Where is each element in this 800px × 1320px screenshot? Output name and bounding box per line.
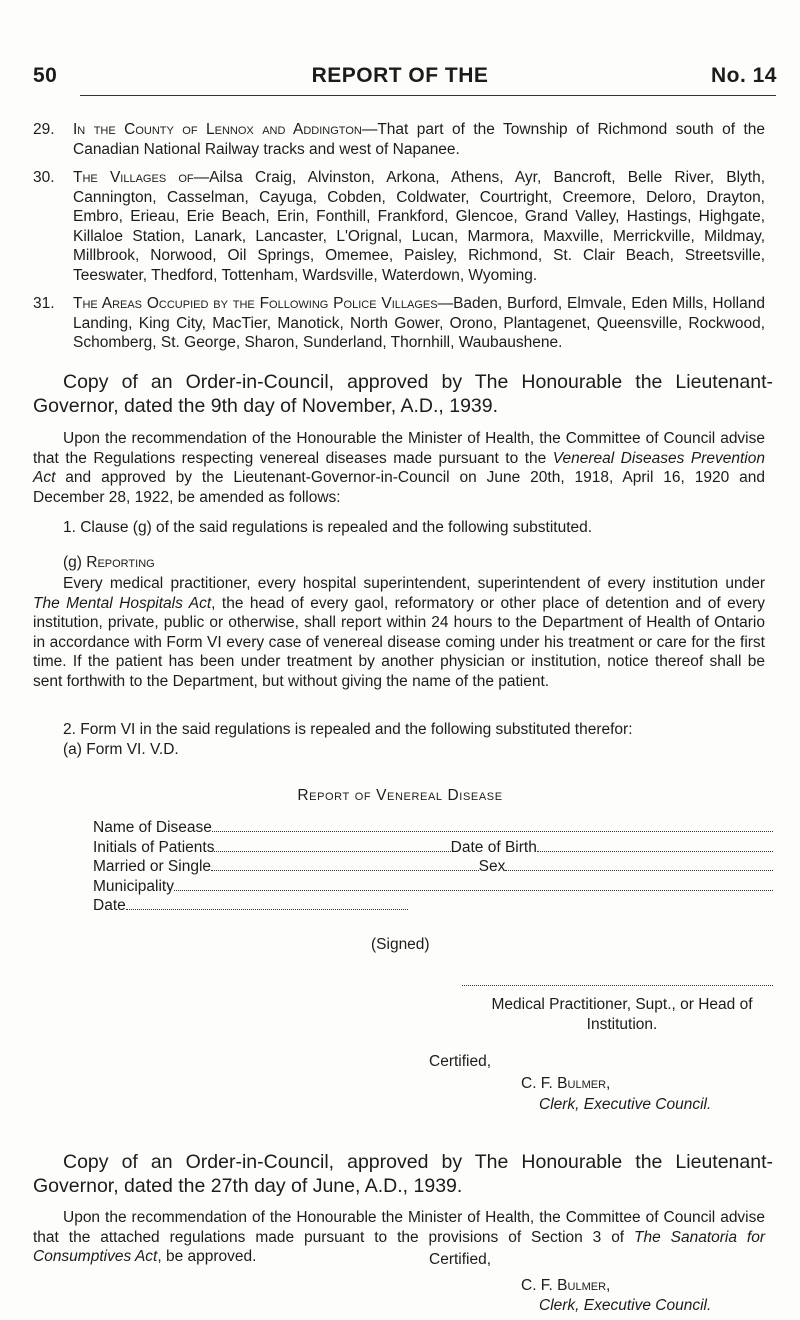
clause-g-heading xyxy=(63,553,763,573)
form-row-initials xyxy=(93,838,773,858)
signer-name-2: C. F. Bulmer, xyxy=(521,1277,611,1294)
field-label: Married or Single xyxy=(93,858,212,875)
form-row-married xyxy=(93,857,773,877)
clause-2a: (a) Form VI. V.D. xyxy=(63,741,179,758)
fill-line xyxy=(211,870,479,871)
item-text: —Baden, Burford, Elmvale, Eden Mills, Holland Landing, King City, MacTier, Manotick, North Gower, Orono, Plantagenet, Queensville, Rockwood, Schomberg, St. George, Sharon, Sunderland, Thornhill, Waubaushene. xyxy=(73,295,765,351)
signer-name: C. F. Bulmer, xyxy=(521,1075,611,1092)
fill-line xyxy=(214,851,450,852)
order2-text-end: , be approved. xyxy=(157,1248,257,1265)
form-row-disease xyxy=(93,818,773,838)
header-rule xyxy=(80,95,776,96)
item-number: 29. xyxy=(33,121,55,138)
intro-text-end: and approved by the Lieutenant-Governor-in-Council on June 20th, 1918, April 16, 1920 and December 28, 1922, be amended as follows: xyxy=(33,469,765,506)
list-item-31 xyxy=(33,294,765,353)
clause-g-title: Reporting xyxy=(86,554,155,571)
clause-g-label: (g) xyxy=(63,554,87,571)
field-label: Date of Birth xyxy=(450,838,537,856)
clause-2: 2. Form VI in the said regulations is repealed and the following substituted therefor: xyxy=(63,721,633,738)
report-number: No. 14 xyxy=(710,64,777,87)
clause-g-body xyxy=(33,574,765,691)
form-title: Report of Venereal Disease xyxy=(297,787,503,804)
item-number: 31. xyxy=(33,295,55,312)
intro-text: Upon the recommendation of the Honourable the Minister of Health, the Committee of Council advise that the Regulations respecting venereal diseases made pursuant to the xyxy=(33,430,765,467)
fill-line xyxy=(174,890,773,891)
act-title: The Mental Hospitals Act xyxy=(33,594,212,612)
field-label: Name of Disease xyxy=(93,819,212,836)
practitioner-title: Medical Practitioner, Supt., or Head of Institution. xyxy=(491,996,753,1033)
fill-line xyxy=(505,870,773,871)
list-item-30 xyxy=(33,168,765,285)
fill-line xyxy=(126,909,408,910)
item-lead: The Areas Occupied by the Following Police Villages xyxy=(73,295,438,312)
certified-label: Certified, xyxy=(429,1053,492,1070)
page-number: 50 xyxy=(33,64,58,87)
order-heading-2: Copy of an Order-in-Council, approved by The Honourable the Lieutenant-Governor, dated the 27th day of June, A.D., 1939. xyxy=(33,1151,773,1197)
signer-title: Clerk, Executive Council. xyxy=(539,1096,712,1113)
item-text: —That part of the Township of Richmond south of the Canadian National Railway tracks and west of Napanee. xyxy=(73,121,765,158)
field-label: Sex xyxy=(478,858,506,875)
order2-text-start: Upon the recommendation of the Honourable the Minister of Health, the Committee of Council advise that the attached regulations made pursuant to the provisions of Section 3 of xyxy=(33,1209,765,1246)
list-item-29 xyxy=(33,120,765,159)
field-label: Initials of Patients xyxy=(93,838,215,856)
item-number: 30. xyxy=(33,169,55,186)
clause-g-text-end: , the head of every gaol, reformatory or other place of detention and of every institution, private, public or otherwise, shall report within 24 hours to the Department of Health of Ontario in accordance with Form VI every case of venereal disease coming under his treatment or care for the first time. If the patient has been under treatment by another physician or institution, notice thereof shall be sent forthwith to the Department, but without giving the name of the patient. xyxy=(33,594,766,690)
signer-title-2: Clerk, Executive Council. xyxy=(539,1297,712,1314)
fill-line xyxy=(537,851,773,852)
act-title: Venereal Diseases Prevention Act xyxy=(33,449,765,486)
certified-label-2: Certified, xyxy=(429,1251,492,1268)
field-label: Municipality xyxy=(93,877,174,895)
item-lead: The Villages of xyxy=(73,169,194,186)
form-row-date xyxy=(93,896,408,916)
signature-line xyxy=(462,985,773,986)
act-title: The Sanatoria for Consumptives Act xyxy=(33,1228,765,1265)
order2-text xyxy=(33,1208,765,1267)
field-label: Date xyxy=(93,897,126,914)
clause-1: 1. Clause (g) of the said regulations is repealed and the following substituted. xyxy=(63,519,593,536)
fill-line xyxy=(212,831,773,832)
clause-g-text: Every medical practitioner, every hospital superintendent, superintendent of every institution under xyxy=(63,575,765,592)
signed-label: (Signed) xyxy=(371,936,430,953)
order-heading-1: Copy of an Order-in-Council, approved by The Honourable the Lieutenant-Governor, dated the 9th day of November, A.D., 1939. xyxy=(33,371,773,417)
order1-intro xyxy=(33,429,765,507)
report-form xyxy=(93,818,773,916)
page-header xyxy=(0,64,800,94)
item-text: —Ailsa Craig, Alvinston, Arkona, Athens, Ayr, Bancroft, Belle River, Blyth, Cannington, Casselman, Cayuga, Cobden, Coldwater, Courtright, Creemore, Deloro, Drayton, Embro, Erieau, Erie Beach, Erin, Fonthill, Frankford, Glencoe, Grand Valley, Hastings, Highgate, Killaloe Station, Lanark, Lancaster, L'Orignal, Lucan, Marmora, Maxville, Merrickville, Mildmay, Millbrook, Norwood, Oil Springs, Omemee, Paisley, Richmond, St. Clair Beach, Streetsville, Teeswater, Thedford, Tottenham, Wardsville, Waterdown, Wyoming. xyxy=(73,169,765,284)
running-title: REPORT OF THE xyxy=(311,64,489,87)
form-row-municipality xyxy=(93,877,773,897)
item-lead: In the County of Lennox and Addington xyxy=(73,121,362,138)
